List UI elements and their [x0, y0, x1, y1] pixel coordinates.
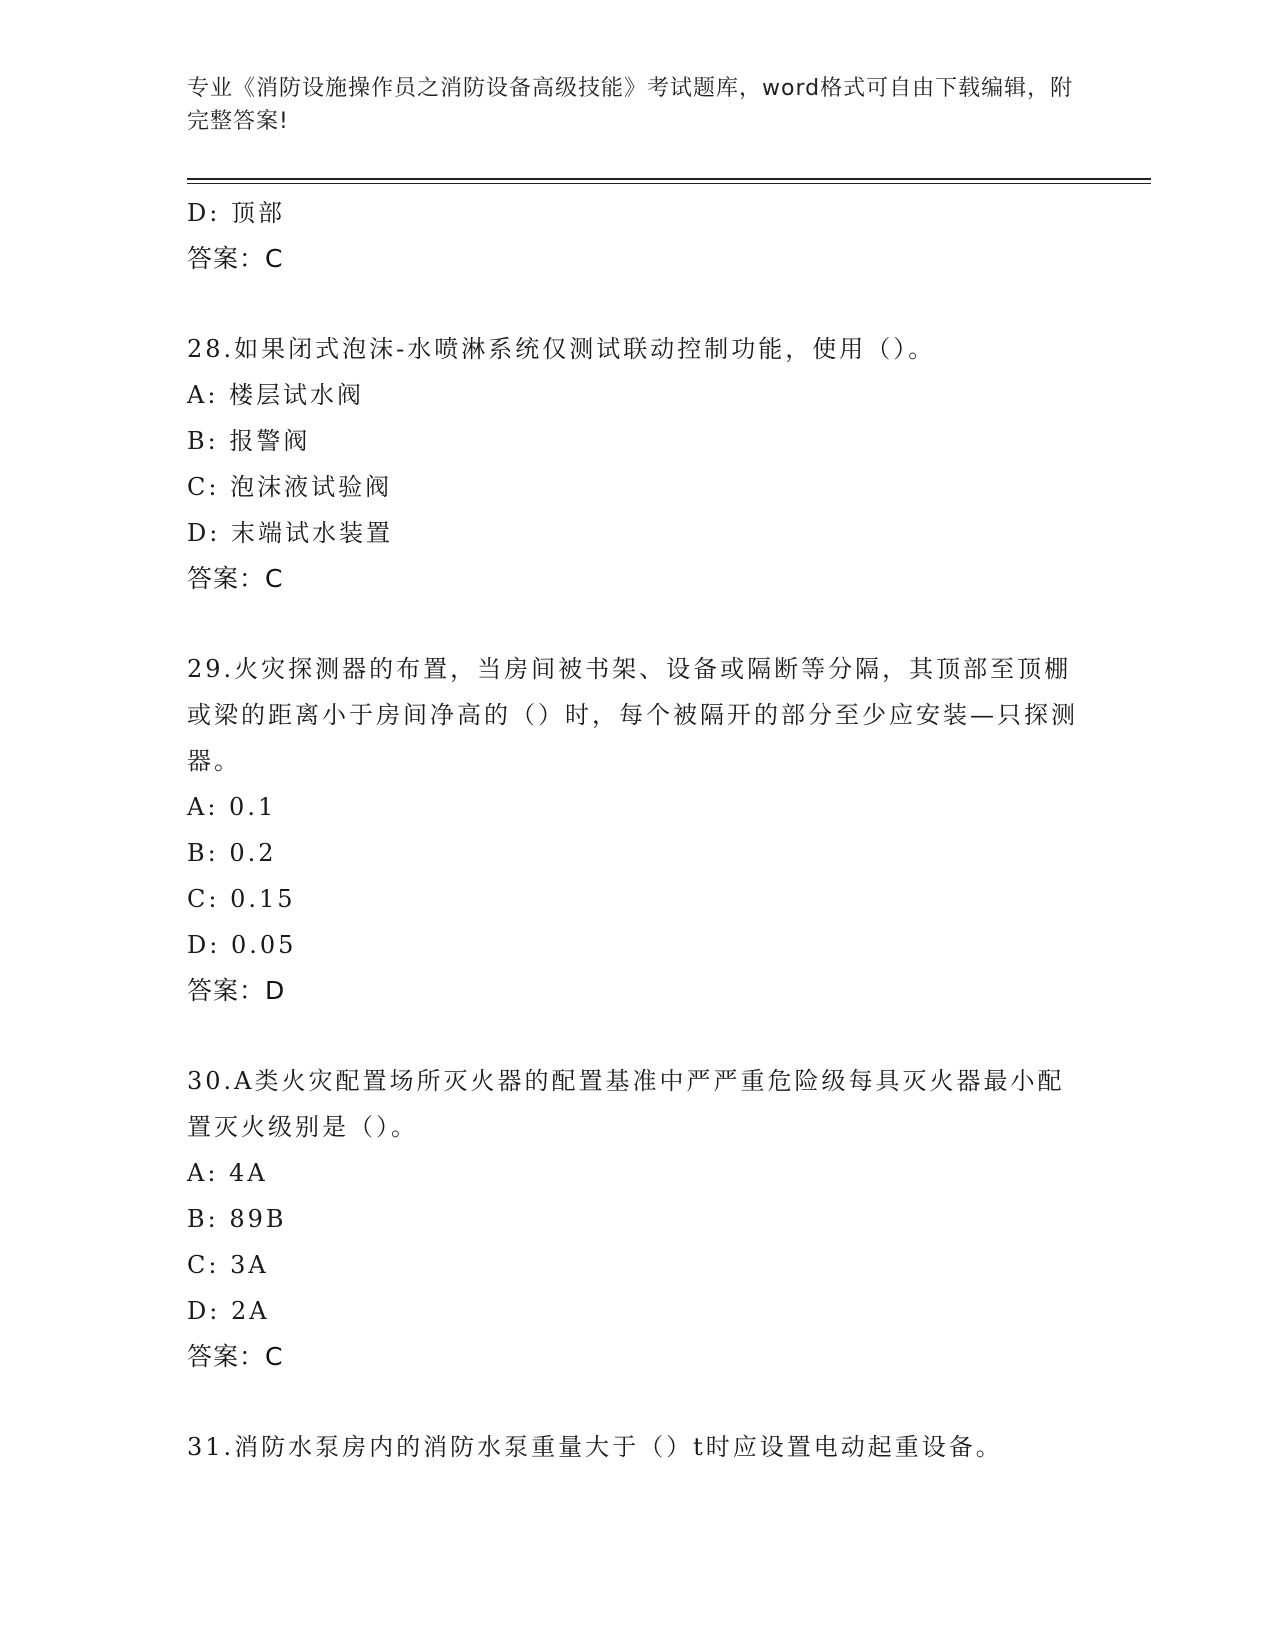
- question-29: [187, 646, 1087, 1014]
- option-b: B: 报警阀: [187, 427, 311, 455]
- option-c: C: 3A: [187, 1251, 269, 1279]
- option-b: B: 0.2: [187, 839, 277, 867]
- answer-line: 答案：C: [187, 564, 284, 593]
- header-divider-thin: [187, 183, 1151, 184]
- option-c: C: 0.15: [187, 885, 296, 913]
- question-31: [187, 1424, 1087, 1470]
- question-stem: 31.消防水泵房内的消防水泵重量大于（）t时应设置电动起重设备。: [187, 1433, 1003, 1461]
- option-d: D: 末端试水装置: [187, 519, 393, 547]
- header-divider: [187, 178, 1151, 180]
- page-header: 专业《消防设施操作员之消防设备高级技能》考试题库，word格式可自由下载编辑，附完整答案!: [187, 76, 1074, 134]
- question-stem: 30.A类火灾配置场所灭火器的配置基准中严严重危险级每具灭火器最小配置灭火级别是（）。: [187, 1067, 1065, 1141]
- option-b: B: 89B: [187, 1205, 287, 1233]
- option-a: A: 楼层试水阀: [187, 381, 365, 409]
- answer-line: 答案：C: [187, 244, 284, 273]
- option-d: D: 2A: [187, 1297, 270, 1325]
- question-stem: 28.如果闭式泡沫-水喷淋系统仅测试联动控制功能，使用（）。: [187, 335, 936, 363]
- option-a: A: 4A: [187, 1159, 268, 1187]
- option-d: D: 顶部: [187, 199, 285, 227]
- option-c: C: 泡沫液试验阀: [187, 473, 393, 501]
- answer-line: 答案：D: [187, 976, 286, 1005]
- option-d: D: 0.05: [187, 931, 297, 959]
- question-30: [187, 1058, 1087, 1380]
- document-body: [187, 190, 1087, 1470]
- answer-line: 答案：C: [187, 1342, 284, 1371]
- question-28: [187, 326, 1087, 602]
- option-a: A: 0.1: [187, 793, 277, 821]
- question-stem: 29.火灾探测器的布置，当房间被书架、设备或隔断等分隔，其顶部至顶棚或梁的距离小于房间净高的（）时，每个被隔开的部分至少应安装—只探测器。: [187, 655, 1078, 775]
